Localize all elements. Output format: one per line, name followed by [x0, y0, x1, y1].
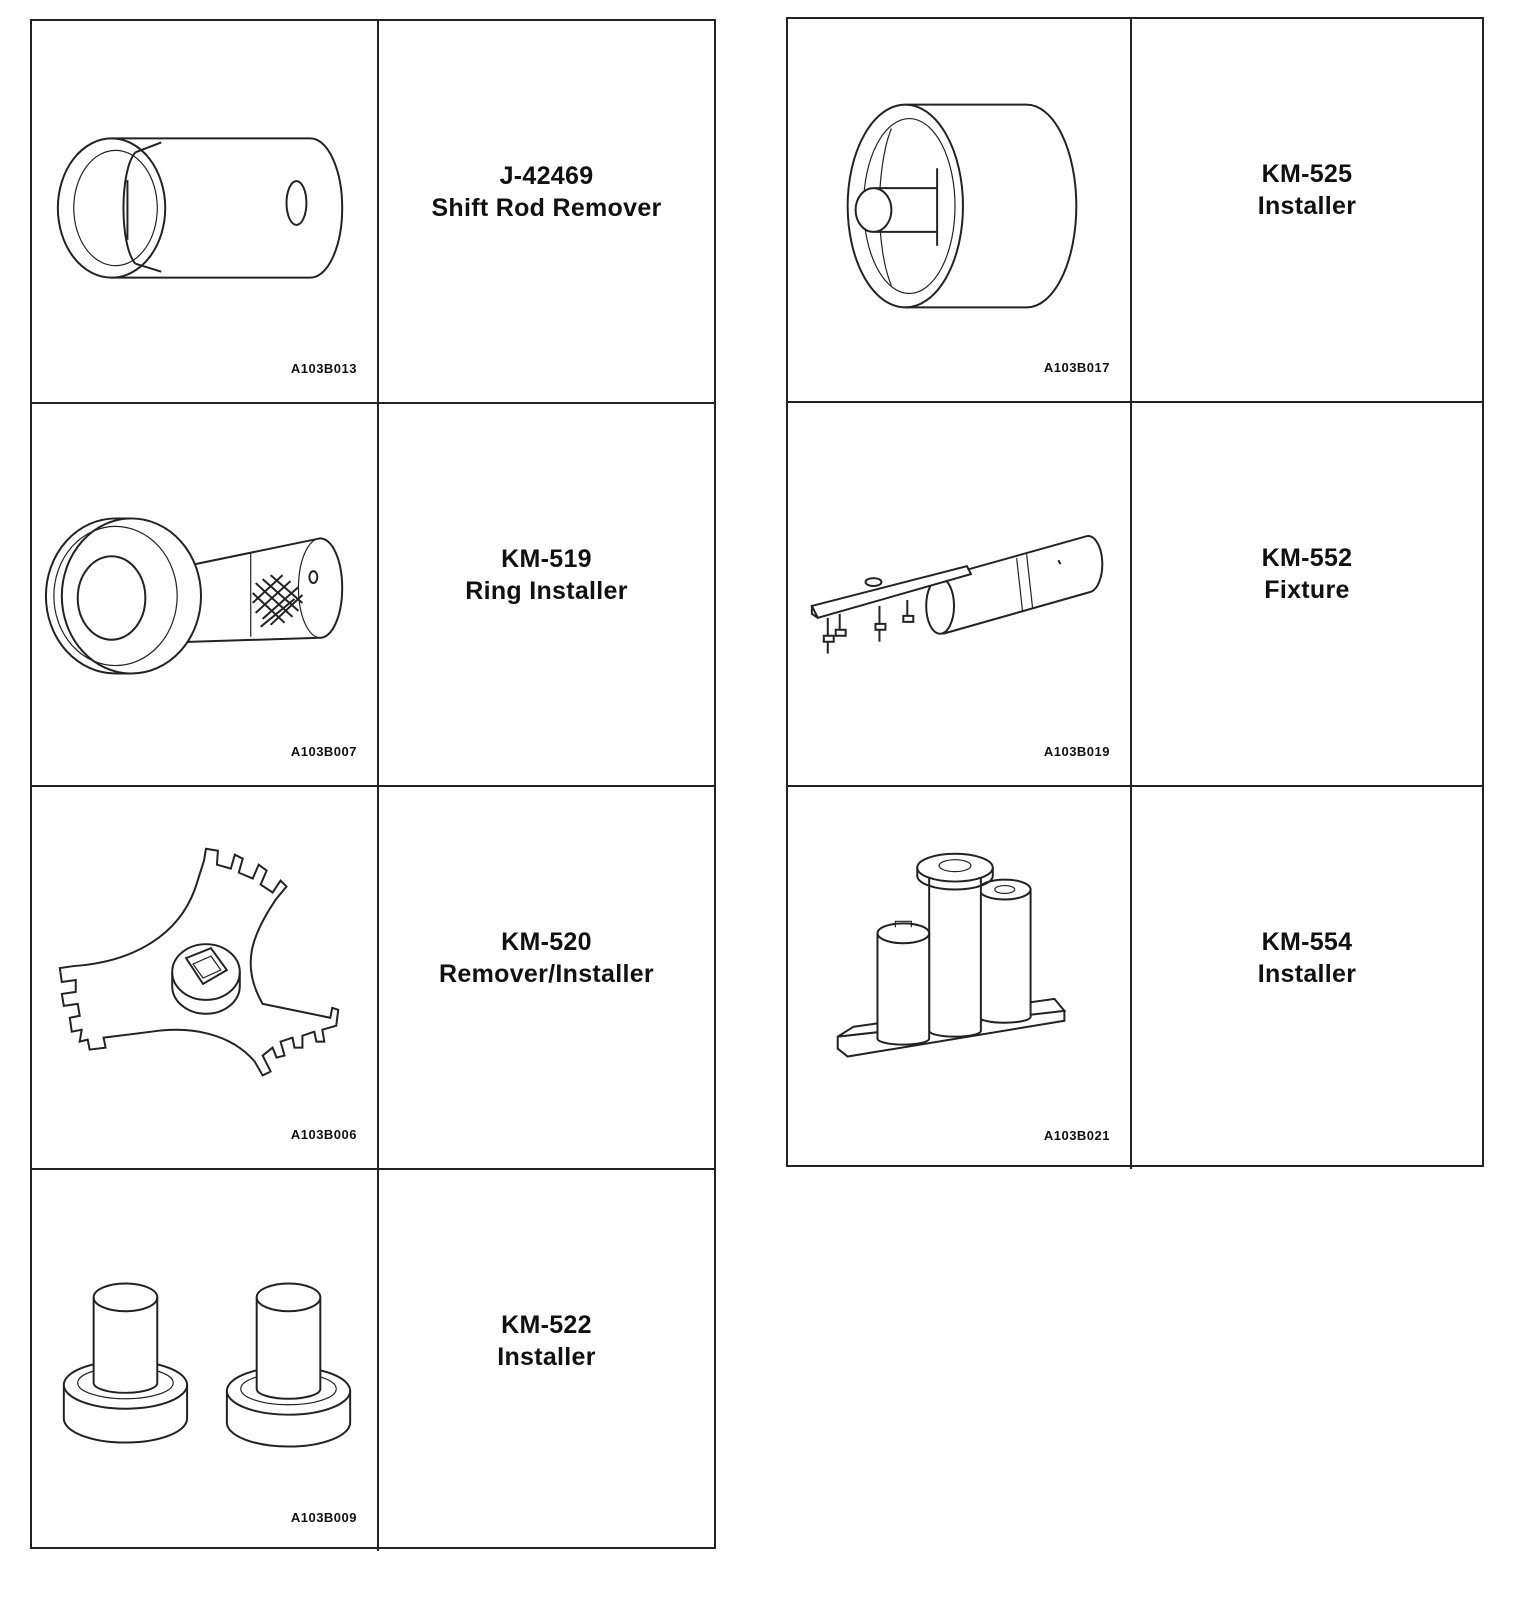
ring-installer-icon	[32, 404, 377, 785]
installer-pair-icon	[32, 1170, 377, 1551]
tool-number: J-42469	[499, 161, 594, 190]
tool-row	[32, 404, 714, 787]
tool-number: KM-552	[1261, 544, 1353, 572]
three-cylinder-installer-icon	[788, 787, 1130, 1169]
tool-label-cell	[1132, 787, 1482, 1169]
tool-row	[788, 403, 1482, 787]
figure-code: A103B019	[1043, 744, 1110, 759]
tool-name: Fixture	[1264, 576, 1350, 604]
tool-image-cell	[32, 787, 379, 1168]
tool-image-cell	[32, 404, 379, 785]
tool-name: Installer	[497, 1342, 596, 1371]
remover-installer-icon	[32, 787, 377, 1168]
fixture-icon	[788, 403, 1130, 785]
figure-code: A103B009	[290, 1510, 357, 1525]
tool-number: KM-520	[501, 927, 592, 956]
tool-image-cell	[32, 21, 379, 402]
figure-code: A103B006	[290, 1127, 357, 1142]
figure-code: A103B013	[290, 361, 357, 376]
tool-image-cell	[788, 19, 1132, 401]
figure-code: A103B007	[290, 744, 357, 759]
tool-image-cell	[788, 403, 1132, 785]
tool-row	[32, 787, 714, 1170]
tool-number: KM-554	[1261, 928, 1353, 956]
tool-label-cell	[379, 1170, 714, 1551]
tool-row	[32, 21, 714, 404]
tool-label-cell	[1132, 19, 1482, 401]
tool-label-cell	[379, 787, 714, 1168]
tool-name: Remover/Installer	[439, 959, 654, 988]
tool-name: Ring Installer	[465, 576, 628, 605]
cup-installer-icon	[788, 19, 1130, 401]
tool-label-cell	[379, 404, 714, 785]
figure-code: A103B021	[1043, 1128, 1110, 1143]
tool-name: Shift Rod Remover	[431, 193, 662, 222]
tool-number: KM-519	[501, 544, 592, 573]
tool-label-cell	[379, 21, 714, 402]
tool-number: KM-522	[501, 1310, 592, 1339]
tool-row	[32, 1170, 714, 1551]
tool-number: KM-525	[1261, 160, 1353, 188]
tool-row	[788, 19, 1482, 403]
tool-row	[788, 787, 1482, 1169]
tool-image-cell	[788, 787, 1132, 1169]
tool-name: Installer	[1257, 960, 1357, 988]
shift-rod-remover-icon	[32, 21, 377, 402]
tool-image-cell	[32, 1170, 379, 1551]
left-tool-table	[30, 19, 716, 1549]
right-tool-table	[786, 17, 1484, 1167]
tool-name: Installer	[1257, 192, 1357, 220]
tool-label-cell	[1132, 403, 1482, 785]
figure-code: A103B017	[1043, 360, 1110, 375]
